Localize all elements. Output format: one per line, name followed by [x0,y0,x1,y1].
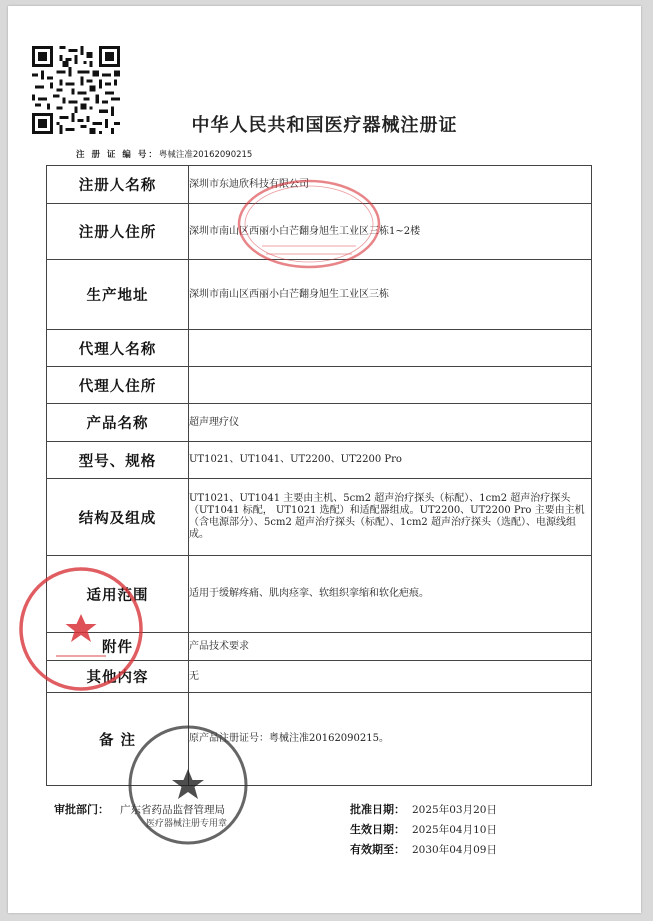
approver-label: 审批部门： [54,803,109,816]
approve-date-label: 批准日期： [350,803,405,816]
table-row [47,479,592,556]
table-row [47,204,592,260]
row-value: 深圳市东迪欣科技有限公司 [189,166,592,204]
table-row [47,404,592,442]
expiry-date-label: 有效期至： [350,843,405,856]
registration-table [46,165,592,786]
table-row [47,166,592,204]
row-label: 注册人名称 [47,166,189,204]
row-value: 产品技术要求 [189,633,592,661]
registration-number-value: 粤械注准20162090215 [158,150,253,160]
expiry-date-value: 2030年04月09日 [412,844,497,856]
table-row [47,661,592,693]
table-row [47,442,592,479]
registration-number-label: 注 册 证 编 号： [76,150,159,160]
row-value [189,367,592,404]
row-value: UT1021、UT1041 主要由主机、5cm2 超声治疗探头（标配）、1cm2 超声治疗探头（UT1041 标配， UT1021 选配）和适配器组成。UT2200、UT2200 Pro 主要由主机（含电源部分）、5cm2 超声治疗探头（标配）、1cm2 超声治疗探头（选配）、电源线组成。 [189,479,592,556]
row-value: 深圳市南山区西丽小白芒翻身旭生工业区三栋 [189,260,592,330]
row-label: 代理人名称 [47,330,189,367]
row-label: 代理人住所 [47,367,189,404]
table-row [47,330,592,367]
row-value: 无 [189,661,592,693]
row-label: 型号、规格 [47,442,189,479]
table-row [47,556,592,633]
registration-number [76,148,252,160]
row-value: 原产品注册证号：粤械注准20162090215。 [189,693,592,786]
authority-seal-sub: 医疗器械注册专用章 [146,819,228,829]
row-value: 超声理疗仪 [189,404,592,442]
table-row [47,633,592,661]
table-row [47,260,592,330]
row-label: 产品名称 [47,404,189,442]
row-value: 深圳市南山区西丽小白芒翻身旭生工业区三栋1~2楼 [189,204,592,260]
certificate-title: 中华人民共和国医疗器械注册证 [191,115,458,136]
row-value: 适用于缓解疼痛、肌肉痉挛、软组织挛缩和软化疤痕。 [189,556,592,633]
row-label: 生产地址 [47,260,189,330]
row-label: 备 注 [47,693,189,786]
approve-date-value: 2025年03月20日 [412,804,497,816]
approver-value: 广东省药品监督管理局 [120,804,225,816]
row-value: UT1021、UT1041、UT2200、UT2200 Pro [189,442,592,479]
row-label: 其他内容 [47,661,189,693]
row-value [189,330,592,367]
effective-date-label: 生效日期： [350,823,405,836]
table-row [47,367,592,404]
row-label: 适用范围 [47,556,189,633]
row-label: 注册人住所 [47,204,189,260]
row-label: 附件 [47,633,189,661]
row-label: 结构及组成 [47,479,189,556]
certificate-page [8,6,641,913]
effective-date-value: 2025年04月10日 [412,824,497,836]
table-row [47,693,592,786]
